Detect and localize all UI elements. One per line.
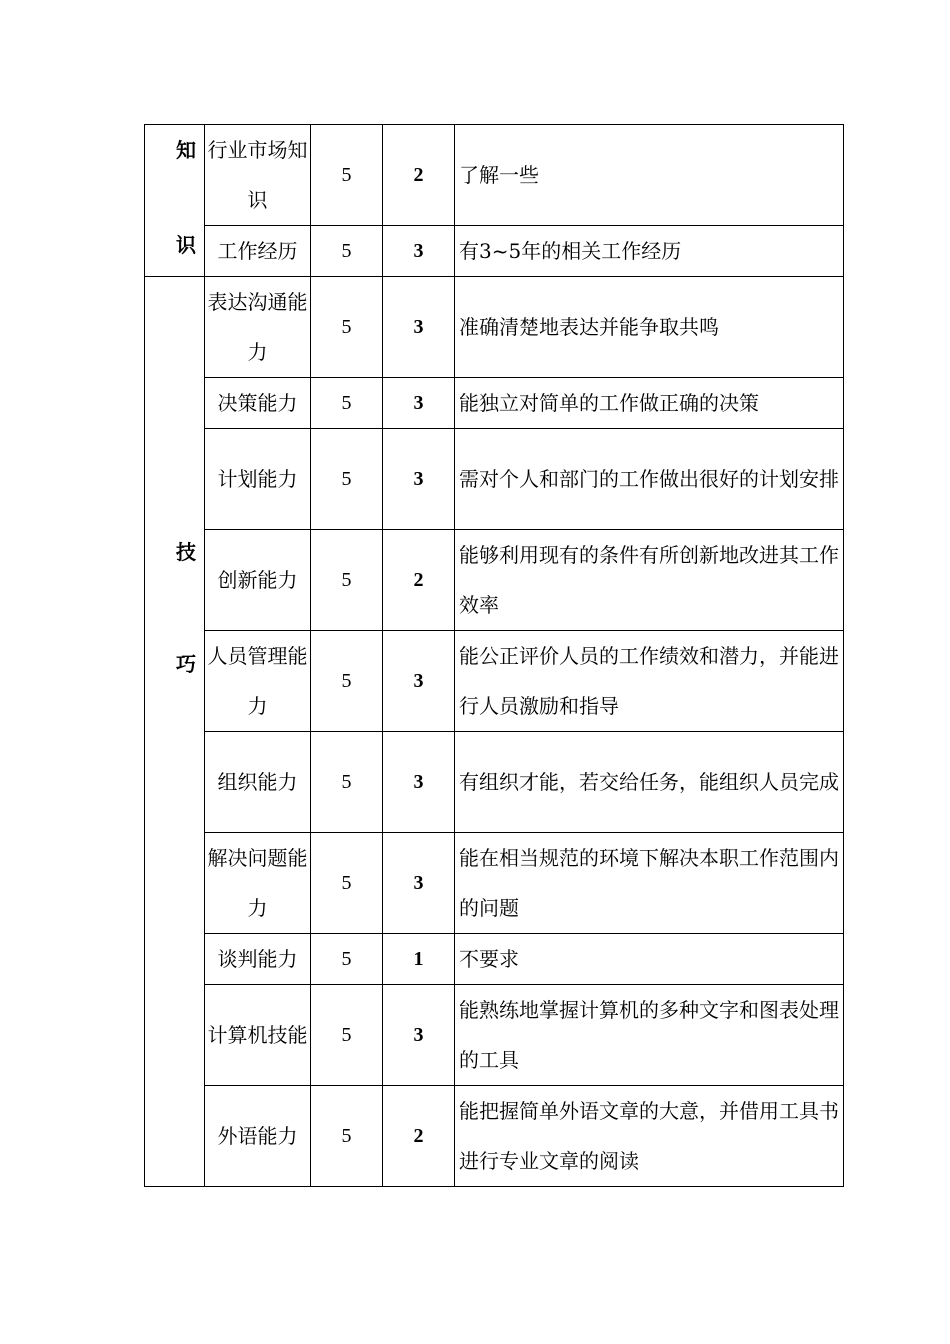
description-cell: 了解一些 — [455, 125, 844, 226]
table-row — [145, 1086, 844, 1187]
score-cell: 3 — [383, 631, 455, 732]
score-cell: 2 — [383, 125, 455, 226]
table-row — [145, 530, 844, 631]
item-cell: 表达沟通能力 — [205, 277, 311, 378]
full-score-cell: 5 — [311, 530, 383, 631]
category-knowledge — [145, 125, 205, 277]
description-cell: 需对个人和部门的工作做出很好的计划安排 — [455, 429, 844, 530]
item-cell: 解决问题能力 — [205, 833, 311, 934]
description-cell: 能公正评价人员的工作绩效和潜力，并能进行人员激励和指导 — [455, 631, 844, 732]
requirements-table — [144, 124, 844, 1187]
description-cell: 有组织才能，若交给任务，能组织人员完成 — [455, 732, 844, 833]
full-score-cell: 5 — [311, 125, 383, 226]
full-score-cell: 5 — [311, 429, 383, 530]
score-cell: 3 — [383, 833, 455, 934]
table-row — [145, 732, 844, 833]
description-cell: 有3~5年的相关工作经历 — [455, 226, 844, 277]
description-cell: 能熟练地掌握计算机的多种文字和图表处理的工具 — [455, 985, 844, 1086]
item-cell: 计算机技能 — [205, 985, 311, 1086]
item-cell: 计划能力 — [205, 429, 311, 530]
full-score-cell: 5 — [311, 1086, 383, 1187]
table-row — [145, 378, 844, 429]
score-cell: 3 — [383, 378, 455, 429]
table-row — [145, 125, 844, 226]
item-cell: 组织能力 — [205, 732, 311, 833]
full-score-cell: 5 — [311, 732, 383, 833]
item-cell: 创新能力 — [205, 530, 311, 631]
full-score-cell: 5 — [311, 833, 383, 934]
full-score-cell: 5 — [311, 277, 383, 378]
table-row — [145, 934, 844, 985]
table-row — [145, 429, 844, 530]
item-cell: 行业市场知识 — [205, 125, 311, 226]
description-cell: 能独立对简单的工作做正确的决策 — [455, 378, 844, 429]
score-cell: 3 — [383, 226, 455, 277]
description-cell: 能够利用现有的条件有所创新地改进其工作效率 — [455, 530, 844, 631]
full-score-cell: 5 — [311, 985, 383, 1086]
full-score-cell: 5 — [311, 378, 383, 429]
category-char: 识 — [176, 233, 196, 257]
score-cell: 2 — [383, 1086, 455, 1187]
item-cell: 谈判能力 — [205, 934, 311, 985]
score-cell: 1 — [383, 934, 455, 985]
score-cell: 3 — [383, 277, 455, 378]
category-char: 技 — [176, 540, 196, 564]
table-row — [145, 226, 844, 277]
category-char: 巧 — [176, 652, 196, 676]
table-row — [145, 833, 844, 934]
table-row — [145, 985, 844, 1086]
item-cell: 人员管理能力 — [205, 631, 311, 732]
item-cell: 工作经历 — [205, 226, 311, 277]
score-cell: 3 — [383, 429, 455, 530]
full-score-cell: 5 — [311, 631, 383, 732]
description-cell: 准确清楚地表达并能争取共鸣 — [455, 277, 844, 378]
table-row — [145, 631, 844, 732]
full-score-cell: 5 — [311, 226, 383, 277]
description-cell: 不要求 — [455, 934, 844, 985]
description-cell: 能把握简单外语文章的大意，并借用工具书进行专业文章的阅读 — [455, 1086, 844, 1187]
category-char: 知 — [176, 138, 196, 162]
item-cell: 决策能力 — [205, 378, 311, 429]
score-cell: 3 — [383, 732, 455, 833]
description-cell: 能在相当规范的环境下解决本职工作范围内的问题 — [455, 833, 844, 934]
full-score-cell: 5 — [311, 934, 383, 985]
score-cell: 3 — [383, 985, 455, 1086]
table-row — [145, 277, 844, 378]
category-skills — [145, 277, 205, 1187]
item-cell: 外语能力 — [205, 1086, 311, 1187]
score-cell: 2 — [383, 530, 455, 631]
